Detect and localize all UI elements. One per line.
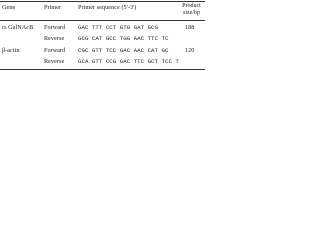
header-primer: Primer bbox=[44, 4, 62, 11]
row-2-forward-label: Forward bbox=[44, 47, 66, 54]
row-1-forward-sequence: GAC TTT CCT GTG GAT GCG bbox=[78, 24, 159, 31]
row-2-gene: β-actin bbox=[2, 47, 20, 54]
row-1-forward-label: Forward bbox=[44, 24, 66, 31]
bottom-rule bbox=[0, 69, 205, 70]
row-1-product-size: 188 bbox=[185, 24, 195, 31]
row-1-reverse-sequence: GCG CAT GCC TGG AAC TTC TC bbox=[78, 35, 169, 42]
row-2-reverse-sequence: GCA GTT CCG GAC TTC GCT TCC T bbox=[78, 58, 179, 65]
row-2-forward-sequence: CGC GTT TCC GAC AAC CAT GC bbox=[78, 47, 169, 54]
header-product-size: Product size/bp bbox=[182, 3, 201, 16]
top-rule bbox=[0, 1, 205, 2]
row-1-gene: rs GalNAcB bbox=[2, 24, 34, 31]
row-1-reverse-label: Reverse bbox=[44, 35, 65, 42]
header-rule bbox=[0, 20, 205, 21]
header-sequence: Primer sequence (5'-3') bbox=[78, 4, 137, 11]
row-2-reverse-label: Reverse bbox=[44, 58, 65, 65]
row-2-product-size: 120 bbox=[185, 47, 195, 54]
header-gene: Gene bbox=[2, 4, 16, 11]
